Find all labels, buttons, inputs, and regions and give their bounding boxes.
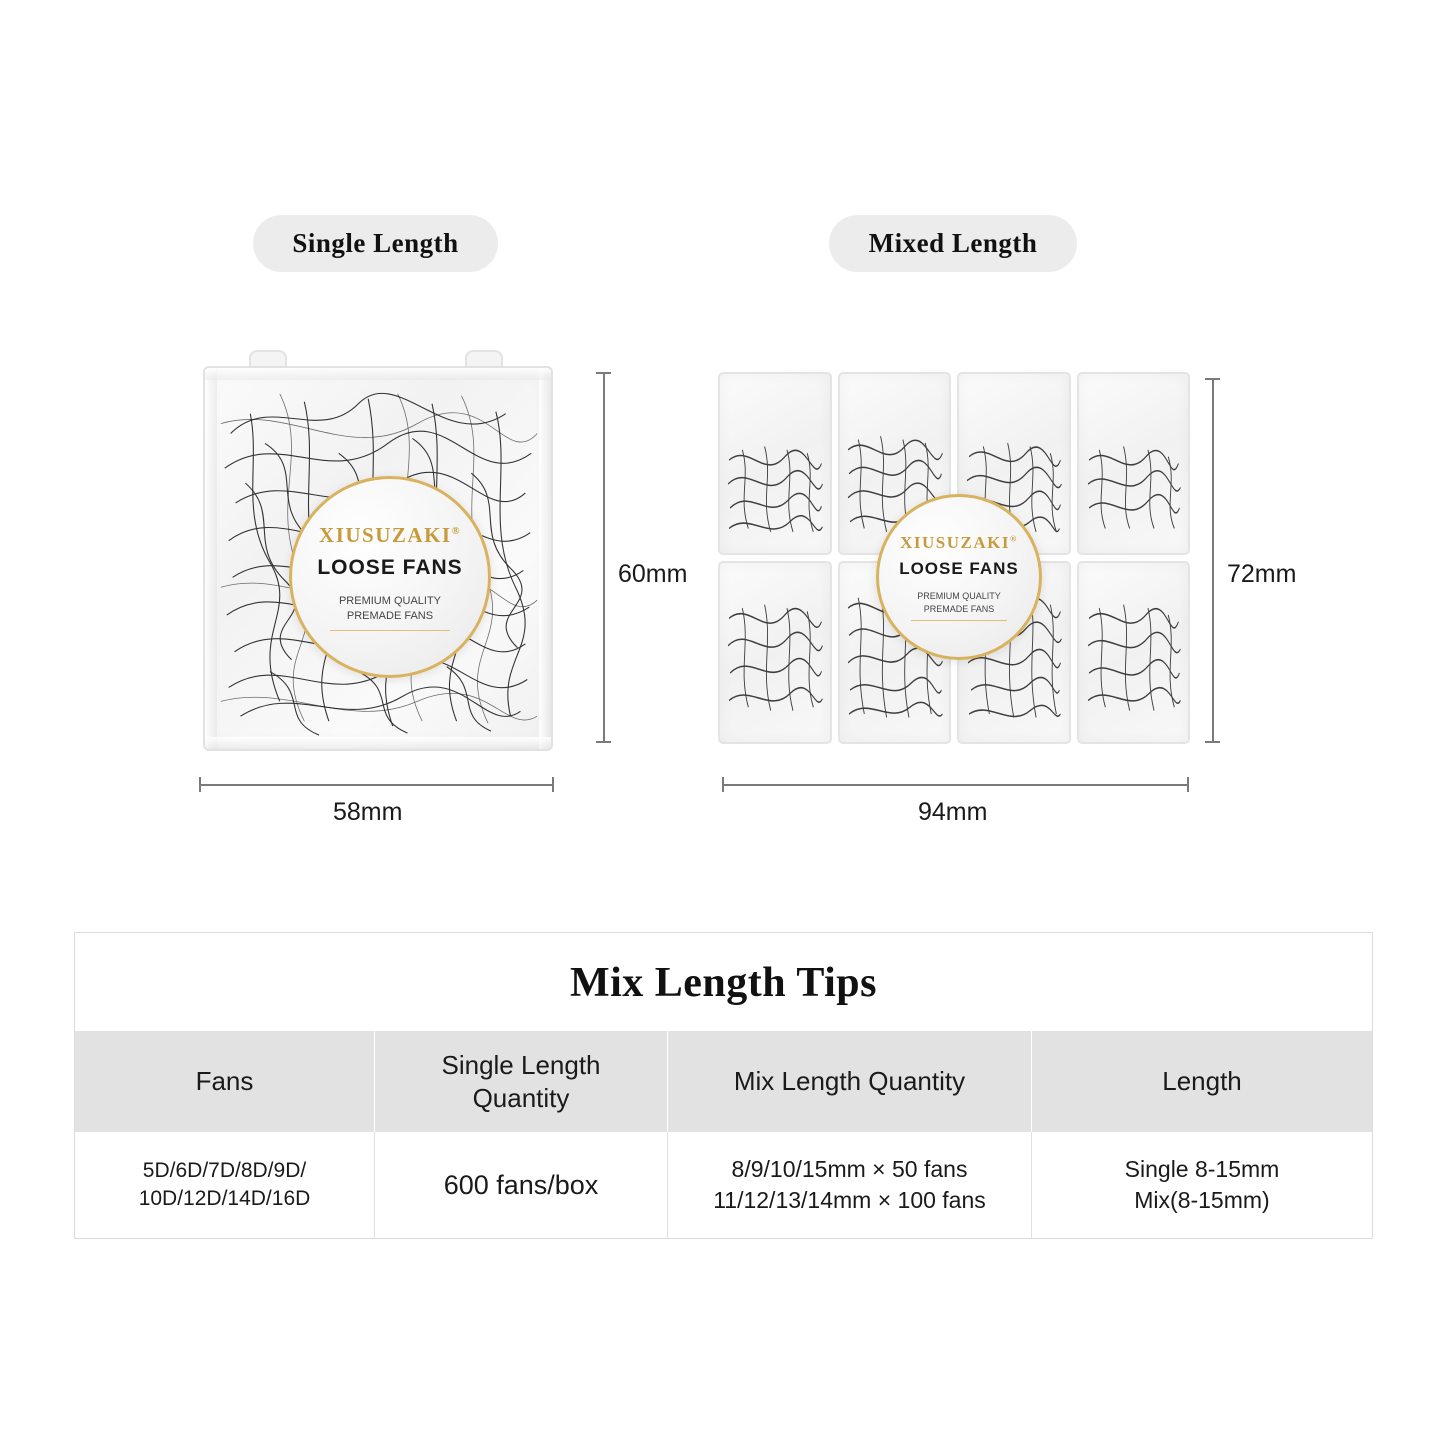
lash-fans-texture: [1083, 378, 1185, 549]
cell-mix-length-quantity: 8/9/10/15mm × 50 fans 11/12/13/14mm × 100 fans: [668, 1132, 1032, 1238]
mix-length-tips-table: [74, 932, 1373, 1239]
mixed-width-cap-left: [722, 777, 724, 792]
single-height-cap-top: [596, 372, 611, 374]
table-title: Mix Length Tips: [569, 960, 878, 1006]
mixed-width-dim-line: [722, 784, 1188, 786]
sticker-divider: [911, 620, 1007, 621]
brand-sticker-single: [289, 476, 491, 678]
pill-single-length-label: Single Length: [292, 228, 459, 258]
single-height-label: 60mm: [618, 560, 688, 588]
trademark-symbol: ®: [1010, 533, 1018, 544]
cell-single-length-quantity: 600 fans/box: [375, 1132, 668, 1238]
single-width-dim-line: [199, 784, 553, 786]
tray-cell: [1077, 372, 1191, 555]
mixed-width-cap-right: [1187, 777, 1189, 792]
single-width-cap-right: [552, 777, 554, 792]
sticker-subtitle: PREMIUM QUALITY PREMADE FANS: [338, 595, 442, 622]
tray-cell: [718, 372, 832, 555]
brand-sticker-mixed: [876, 494, 1042, 660]
cell-fans: 5D/6D/7D/8D/9D/ 10D/12D/14D/16D: [75, 1132, 375, 1238]
sticker-brand: XIUSUZAKI®: [900, 533, 1018, 553]
sticker-subtitle: PREMIUM QUALITY PREMADE FANS: [917, 591, 1001, 614]
tray-cell: [718, 561, 832, 744]
mixed-height-cap-top: [1205, 378, 1220, 380]
lash-fans-texture: [724, 378, 826, 549]
mixed-height-label: 72mm: [1227, 560, 1297, 588]
table-header-row: [75, 1031, 1372, 1132]
column-header-length: Length: [1162, 1066, 1242, 1097]
sticker-brand: XIUSUZAKI®: [319, 523, 461, 548]
column-header-single-length-quantity: Single Length Quantity: [375, 1031, 668, 1132]
cell-length: Single 8-15mm Mix(8-15mm): [1124, 1156, 1280, 1214]
pill-mixed-length: [829, 215, 1077, 272]
column-header-fans: Fans: [75, 1031, 375, 1132]
single-width-label: 58mm: [333, 798, 403, 826]
trademark-symbol: ®: [451, 526, 461, 538]
lash-fans-texture: [1083, 567, 1185, 738]
pill-single-length: [253, 215, 498, 272]
sticker-title: LOOSE FANS: [899, 559, 1019, 579]
single-height-dim-line: [603, 372, 605, 742]
single-height-cap-bottom: [596, 741, 611, 743]
pill-mixed-length-label: Mixed Length: [868, 228, 1038, 258]
sticker-title: LOOSE FANS: [317, 556, 463, 580]
mixed-width-label: 94mm: [918, 798, 988, 826]
sticker-divider: [330, 630, 450, 631]
mixed-height-dim-line: [1212, 378, 1214, 742]
column-header-mix-length-quantity: Mix Length Quantity: [668, 1031, 1032, 1132]
mixed-height-cap-bottom: [1205, 741, 1220, 743]
tray-cell: [1077, 561, 1191, 744]
mixed-length-product-box: [718, 372, 1190, 744]
lash-fans-texture: [724, 567, 826, 738]
table-row: [75, 1132, 1372, 1238]
single-width-cap-left: [199, 777, 201, 792]
single-length-product-box: [203, 366, 553, 751]
